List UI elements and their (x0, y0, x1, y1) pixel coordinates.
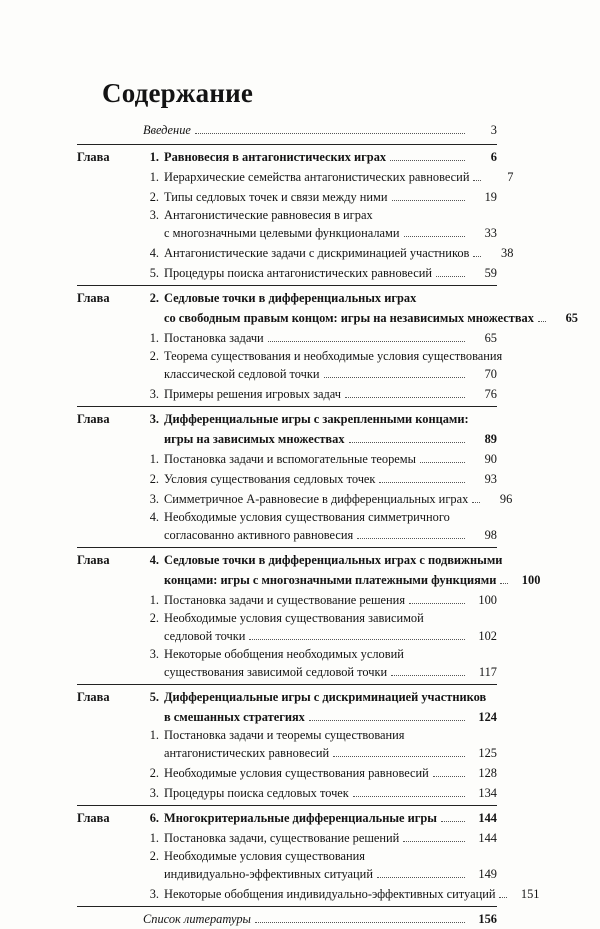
chapter-heading-2[interactable] (77, 308, 578, 328)
dot-leader (404, 236, 466, 237)
dot-leader (420, 462, 465, 463)
entry-number: 3. (149, 387, 159, 401)
page-number: 70 (484, 367, 497, 381)
chapter-label: Глава (77, 291, 110, 305)
chapter-rule (77, 684, 497, 685)
dot-leader (472, 502, 480, 503)
page-number: 7 (507, 170, 514, 184)
entry-text: Постановка задачи и существование решения (164, 593, 406, 607)
chapter-label: Глава (77, 412, 110, 426)
entry-text: Симметричное A-равновесие в дифференциальных играх (164, 492, 469, 506)
toc-entry-bibliography[interactable] (77, 909, 497, 929)
section-entry[interactable] (77, 828, 497, 848)
section-entry[interactable] (77, 489, 513, 509)
page-number: 3 (490, 123, 497, 137)
dot-leader (377, 877, 465, 878)
section-entry[interactable] (77, 662, 497, 682)
entry-number: 1. (149, 728, 159, 742)
entry-text: антагонистических равновесий (164, 746, 330, 760)
section-entry[interactable] (77, 207, 497, 223)
entry-text: классической седловой точки (164, 367, 320, 381)
dot-leader (538, 321, 546, 322)
entry-text: концами: игры с многозначными платежными функциями (164, 573, 497, 587)
entry-number: 3. (149, 412, 159, 426)
chapter-heading-4[interactable] (77, 570, 541, 590)
chapter-heading-5[interactable] (77, 687, 497, 707)
chapter-rule (77, 285, 497, 286)
entry-text: Необходимые условия существования (164, 849, 365, 863)
entry-text: Процедуры поиска седловых точек (164, 786, 349, 800)
chapter-heading-2[interactable] (77, 288, 497, 308)
section-entry[interactable] (77, 384, 497, 404)
dot-leader (324, 377, 465, 378)
entry-text: Дифференциальные игры с дискриминацией участников (164, 690, 487, 704)
entry-number: 3. (149, 786, 159, 800)
dot-leader (195, 133, 465, 134)
dot-leader (309, 720, 465, 721)
section-entry[interactable] (77, 525, 497, 545)
entry-number: 6. (149, 811, 159, 825)
dot-leader (345, 397, 465, 398)
page-number: 65 (565, 311, 578, 325)
entry-number: 5. (149, 690, 159, 704)
entry-number: 3. (149, 492, 159, 506)
entry-text: Примеры решения игровых задач (164, 387, 342, 401)
entry-number: 5. (149, 266, 159, 280)
section-entry[interactable] (77, 223, 497, 243)
entry-text: игры на зависимых множествах (164, 432, 345, 446)
page-number: 144 (478, 831, 497, 845)
entry-text: со свободным правым концом: игры на независимых множествах (164, 311, 534, 325)
page-number: 89 (484, 432, 497, 446)
section-entry[interactable] (77, 864, 497, 884)
section-entry[interactable] (77, 743, 497, 763)
entry-number: 1. (149, 170, 159, 184)
dot-leader (473, 180, 481, 181)
dot-leader (500, 583, 508, 584)
dot-leader (403, 841, 465, 842)
section-entry[interactable] (77, 449, 497, 469)
toc-entry-intro[interactable] (77, 120, 497, 140)
section-entry[interactable] (77, 783, 497, 803)
table-of-contents (77, 120, 578, 929)
entry-number: 3. (149, 208, 159, 222)
page-number: 6 (490, 150, 497, 164)
chapter-heading-5[interactable] (77, 707, 497, 727)
chapter-heading-3[interactable] (77, 409, 497, 429)
chapter-rule (77, 805, 497, 806)
page-number: 100 (521, 573, 541, 587)
entry-text: Многокритериальные дифференциальные игры (164, 811, 437, 825)
entry-text: Постановка задачи и теоремы существования (164, 728, 405, 742)
chapter-rule (77, 906, 497, 907)
entry-number: 4. (149, 246, 159, 260)
section-entry[interactable] (77, 348, 503, 364)
page-number: 117 (478, 665, 497, 679)
section-entry[interactable] (77, 646, 497, 662)
page-number: 59 (484, 266, 497, 280)
dot-leader (391, 675, 465, 676)
entry-text: Некоторые обобщения необходимых условий (164, 647, 404, 661)
dot-leader (436, 276, 465, 277)
page-number: 125 (478, 746, 497, 760)
entry-text: Постановка задачи, существование решений (164, 831, 400, 845)
entry-text: Дифференциальные игры с закрепленными концами: (164, 412, 469, 426)
entry-text: Антагонистические задачи с дискриминацией участников (164, 246, 470, 260)
entry-number: 4. (149, 553, 159, 567)
entry-text: Постановка задачи (164, 331, 264, 345)
chapter-rule (77, 406, 497, 407)
section-entry[interactable] (77, 626, 497, 646)
page-number: 19 (484, 190, 497, 204)
entry-text: Иерархические семейства антагонистических равновесий (164, 170, 470, 184)
dot-leader (353, 796, 465, 797)
entry-text: Некоторые обобщения индивидуально-эффективных ситуаций (164, 887, 496, 901)
entry-text: в смешанных стратегиях (164, 710, 305, 724)
page-number: 144 (478, 811, 497, 825)
section-entry[interactable] (77, 263, 497, 283)
entry-number: 4. (149, 510, 159, 524)
dot-leader (379, 482, 465, 483)
entry-number: 1. (149, 331, 159, 345)
entry-number: 2. (149, 472, 159, 486)
dot-leader (255, 922, 465, 923)
dot-leader (441, 821, 465, 822)
entry-text: Процедуры поиска антагонистических равновесий (164, 266, 432, 280)
entry-text: Типы седловых точек и связи между ними (164, 190, 388, 204)
entry-text: Необходимые условия существования симметричного (164, 510, 450, 524)
section-entry[interactable] (77, 364, 497, 384)
entry-number: 2. (149, 766, 159, 780)
entry-number: 2. (149, 849, 159, 863)
chapter-rule (77, 144, 497, 145)
page-number: 156 (478, 912, 497, 926)
page-number: 102 (478, 629, 497, 643)
dot-leader (499, 897, 507, 898)
entry-text: Необходимые условия существования равновесий (164, 766, 429, 780)
entry-text: Седловые точки в дифференциальных играх с подвижными (164, 553, 503, 567)
entry-text: Равновесия в антагонистических играх (164, 150, 387, 164)
entry-number: 1. (149, 452, 159, 466)
section-entry[interactable] (77, 848, 497, 864)
entry-number: 3. (149, 647, 159, 661)
entry-text: существования зависимой седловой точки (164, 665, 388, 679)
section-entry[interactable] (77, 469, 497, 489)
entry-number: 2. (149, 611, 159, 625)
dot-leader (333, 756, 465, 757)
page-number: 96 (499, 492, 513, 506)
page-number: 151 (520, 887, 540, 901)
chapter-rule (77, 547, 497, 548)
dot-leader (390, 160, 465, 161)
chapter-heading-6[interactable] (77, 808, 497, 828)
page-number: 76 (484, 387, 497, 401)
dot-leader (409, 603, 465, 604)
entry-text: Необходимые условия существования зависимой (164, 611, 424, 625)
dot-leader (392, 200, 465, 201)
section-entry[interactable] (77, 167, 514, 187)
chapter-label: Глава (77, 811, 110, 825)
entry-text: Условия существования седловых точек (164, 472, 376, 486)
dot-leader (349, 442, 465, 443)
section-entry[interactable] (77, 187, 497, 207)
section-entry[interactable] (77, 328, 497, 348)
entry-text: Седловые точки в дифференциальных играх (164, 291, 417, 305)
page-number: 98 (484, 528, 497, 542)
dot-leader (268, 341, 465, 342)
entry-text: индивидуально-эффективных ситуаций (164, 867, 373, 881)
page-number: 134 (478, 786, 497, 800)
page-number: 124 (478, 710, 497, 724)
chapter-heading-3[interactable] (77, 429, 497, 449)
chapter-heading-4[interactable] (77, 550, 503, 570)
page-number: 90 (484, 452, 497, 466)
page-number: 33 (484, 226, 497, 240)
section-entry[interactable] (77, 610, 497, 626)
entry-number: 2. (149, 291, 159, 305)
section-entry[interactable] (77, 243, 514, 263)
dot-leader (473, 256, 481, 257)
dot-leader (357, 538, 465, 539)
section-entry[interactable] (77, 763, 497, 783)
entry-text: Постановка задачи и вспомогательные теоремы (164, 452, 416, 466)
entry-text: Введение (143, 123, 191, 137)
chapter-label: Глава (77, 553, 110, 567)
chapter-label: Глава (77, 690, 110, 704)
entry-number: 2. (149, 349, 159, 363)
entry-text: седловой точки (164, 629, 246, 643)
entry-text: Антагонистические равновесия в играх (164, 208, 373, 222)
page-number: 128 (478, 766, 497, 780)
section-entry[interactable] (77, 590, 497, 610)
chapter-label: Глава (77, 150, 110, 164)
page-number: 38 (501, 246, 514, 260)
chapter-heading-1[interactable] (77, 147, 497, 167)
entry-text: Теорема существования и необходимые условия существования (164, 349, 503, 363)
entry-text: Список литературы (143, 912, 251, 926)
section-entry[interactable] (77, 727, 497, 743)
section-entry[interactable] (77, 509, 497, 525)
section-entry[interactable] (77, 884, 540, 904)
page-number: 65 (484, 331, 497, 345)
entry-text: с многозначными целевыми функционалами (164, 226, 400, 240)
page-number: 149 (478, 867, 497, 881)
dot-leader (249, 639, 465, 640)
page-number: 93 (484, 472, 497, 486)
entry-number: 1. (149, 831, 159, 845)
entry-number: 1. (149, 150, 159, 164)
entry-number: 3. (149, 887, 159, 901)
entry-number: 1. (149, 593, 159, 607)
page-title: Содержание (102, 78, 254, 108)
page-number: 100 (478, 593, 497, 607)
entry-number: 2. (149, 190, 159, 204)
entry-text: согласованно активного равновесия (164, 528, 354, 542)
dot-leader (433, 776, 465, 777)
